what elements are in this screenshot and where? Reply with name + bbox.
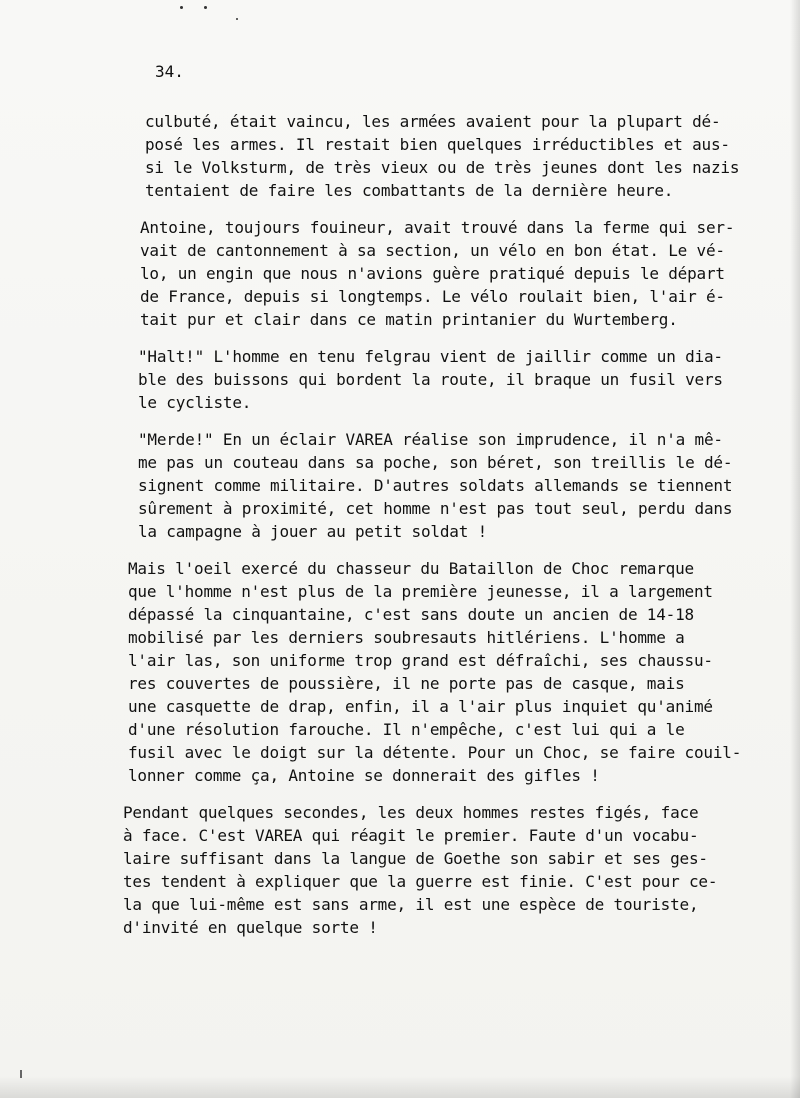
scan-edge-bottom <box>0 1076 800 1098</box>
scan-mark <box>20 1070 22 1078</box>
text-line: si le Volksturm, de très vieux ou de très jeunes dont les nazis <box>145 158 740 177</box>
text-line: l'air las, son uniforme trop grand est défraîchi, ses chaussu- <box>128 651 713 670</box>
text-line: vait de cantonnement à sa section, un vélo en bon état. Le vé- <box>140 241 725 260</box>
text-line: la que lui-même est sans arme, il est une espèce de touriste, <box>123 895 699 914</box>
paragraph <box>120 428 760 543</box>
page-number: 34. <box>155 62 184 81</box>
text-line: tait pur et clair dans ce matin printanier du Wurtemberg. <box>140 310 678 329</box>
text-line: de France, depuis si longtemps. Le vélo roulait bien, l'air é- <box>140 287 725 306</box>
paragraph <box>120 345 760 414</box>
text-line: Mais l'oeil exercé du chasseur du Bataillon de Choc remarque <box>128 559 694 578</box>
text-line: "Halt!" L'homme en tenu felgrau vient de jaillir comme un dia- <box>138 347 723 366</box>
paragraph <box>120 216 760 331</box>
text-line: signent comme militaire. D'autres soldats allemands se tiennent <box>138 476 733 495</box>
text-line: d'une résolution farouche. Il n'empêche, c'est lui qui a le <box>128 720 685 739</box>
text-line: lonner comme ça, Antoine se donnerait des gifles ! <box>128 766 600 785</box>
text-line: lo, un engin que nous n'avions guère pratiqué depuis le départ <box>140 264 725 283</box>
paragraph <box>120 557 760 787</box>
text-line: d'invité en quelque sorte ! <box>123 918 378 937</box>
scan-speck <box>236 18 238 20</box>
text-line: laire suffisant dans la langue de Goethe son sabir et ses ges- <box>123 849 708 868</box>
text-line: culbuté, était vaincu, les armées avaient pour la plupart dé- <box>145 112 721 131</box>
scan-edge-right <box>790 0 800 1098</box>
text-line: tes tendent à expliquer que la guerre est finie. C'est pour ce- <box>123 872 718 891</box>
text-line: me pas un couteau dans sa poche, son béret, son treillis le dé- <box>138 453 733 472</box>
text-line: la campagne à jouer au petit soldat ! <box>138 522 488 541</box>
text-line: que l'homme n'est plus de la première jeunesse, il a largement <box>128 582 713 601</box>
text-line: ble des buissons qui bordent la route, il braque un fusil vers <box>138 370 723 389</box>
text-line: Antoine, toujours fouineur, avait trouvé dans la ferme qui ser- <box>140 218 735 237</box>
text-line: le cycliste. <box>138 393 252 412</box>
text-line: tentaient de faire les combattants de la dernière heure. <box>145 181 674 200</box>
text-line: fusil avec le doigt sur la détente. Pour un Choc, se faire couil- <box>128 743 742 762</box>
text-line: "Merde!" En un éclair VAREA réalise son imprudence, il n'a mê- <box>138 430 723 449</box>
text-line: dépassé la cinquantaine, c'est sans doute un ancien de 14-18 <box>128 605 694 624</box>
text-line: posé les armes. Il restait bien quelques irréductibles et aus- <box>145 135 730 154</box>
text-line: à face. C'est VAREA qui réagit le premier. Faute d'un vocabu- <box>123 826 699 845</box>
text-line: res couvertes de poussière, il ne porte pas de casque, mais <box>128 674 685 693</box>
scan-speck <box>204 6 207 9</box>
text-line: une casquette de drap, enfin, il a l'air plus inquiet qu'animé <box>128 697 713 716</box>
scan-speck <box>180 6 183 9</box>
paragraph <box>120 801 760 939</box>
text-line: sûrement à proximité, cet homme n'est pas tout seul, perdu dans <box>138 499 733 518</box>
body-text <box>120 110 760 953</box>
text-line: mobilisé par les derniers soubresauts hitlériens. L'homme a <box>128 628 685 647</box>
paragraph <box>120 110 760 202</box>
text-line: Pendant quelques secondes, les deux hommes restes figés, face <box>123 803 699 822</box>
